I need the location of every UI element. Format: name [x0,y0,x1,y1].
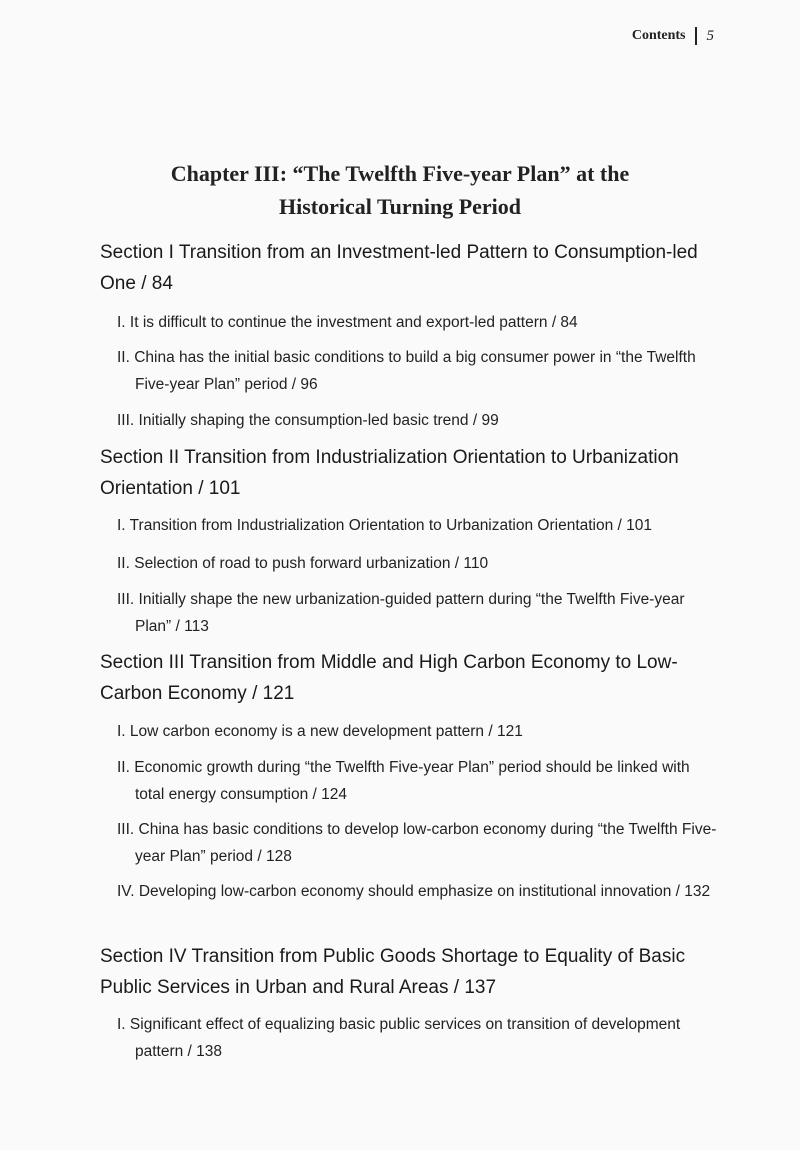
section-1-item-1: I. It is difficult to continue the investment and export-led pattern / 84 [117,314,578,331]
section-3-title: Section III Transition from Middle and High Carbon Economy to Low-Carbon Economy / 121 [100,652,678,704]
section-2-item-3: III. Initially shape the new urbanization-guided pattern during “the Twelfth Five-year Plan” / 113 [117,591,685,635]
section-3-item-1: I. Low carbon economy is a new development pattern / 121 [117,723,523,740]
running-head-label: Contents [631,28,686,43]
section-2-item-2: II. Selection of road to push forward urbanization / 110 [117,555,489,572]
section-4-item-1: I. Significant effect of equalizing basic public services on transition of development pattern / 138 [117,1016,681,1060]
running-head [632,27,714,45]
chapter-title [100,157,700,223]
page-number: 5 [706,27,714,44]
section-4-title: Section IV Transition from Public Goods Shortage to Equality of Basic Public Services in Urban and Rural Areas / 137 [100,946,686,998]
section-3-item-4: IV. Developing low-carbon economy should emphasize on institutional innovation / 132 [117,883,711,900]
section-2-item-1: I. Transition from Industrialization Orientation to Urbanization Orientation / 101 [117,517,653,534]
section-2-title: Section II Transition from Industrialization Orientation to Urbanization Orientation / 101 [100,447,679,499]
chapter-title-line-2: Historical Turning Period [278,194,522,219]
section-3-item-3: III. China has basic conditions to develop low-carbon economy during “the Twelfth Five-year Plan” period / 128 [117,821,717,865]
chapter-title-line-1: Chapter III: “The Twelfth Five-year Plan” at the [170,161,630,186]
section-3-item-2: II. Economic growth during “the Twelfth Five-year Plan” period should be linked with total energy consumption / 124 [117,759,690,803]
section-1-item-3: III. Initially shaping the consumption-led basic trend / 99 [117,412,499,429]
section-1-title: Section I Transition from an Investment-led Pattern to Consumption-led One / 84 [100,242,698,294]
running-head-divider [695,27,697,45]
section-1-item-2: II. China has the initial basic conditions to build a big consumer power in “the Twelfth Five-year Plan” period / 96 [117,349,696,393]
